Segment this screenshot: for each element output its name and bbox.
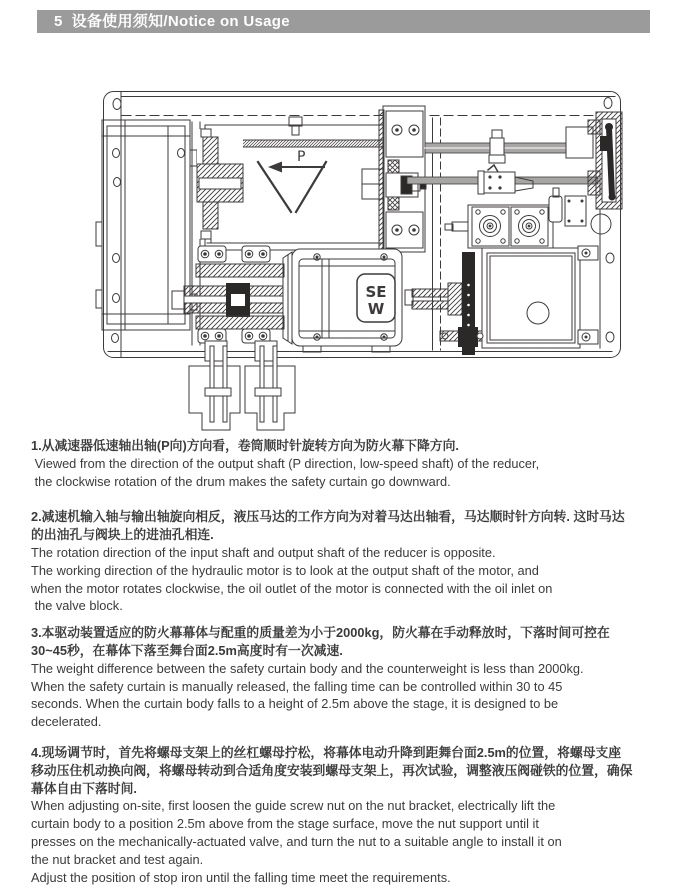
hydraulic-pumps	[445, 205, 553, 248]
notice-paragraph-4	[31, 744, 661, 886]
svg-text:W: W	[367, 300, 385, 318]
notice-4-en-line: the nut bracket and test again.	[31, 851, 204, 867]
release-lever	[596, 112, 622, 209]
notices-section	[31, 437, 661, 886]
notice-2-en-line: The working direction of the hydraulic motor is to look at the output shaft of the motor, and	[31, 562, 539, 578]
notice-2-zh-line: 2.减速机输入轴与输出轴旋向相反，液压马达的工作方向为对着马达出轴看，马达顺时针方向转. 这时马达	[31, 509, 625, 525]
notice-paragraph-3	[31, 624, 661, 731]
notice-3-en-line: seconds. When the curtain body falls to a height of 2.5m above the stage, it is designed to be	[31, 696, 559, 712]
sew-motor	[283, 249, 402, 352]
notice-paragraph-2	[31, 508, 661, 615]
notice-1-en-line: the clockwise rotation of the drum makes the safety curtain go downward.	[31, 473, 451, 489]
notice-3-en-line: When the safety curtain is manually released, the falling time can be controlled within 30 to 45	[31, 678, 563, 694]
drum-coupling-flange	[197, 129, 243, 239]
notice-paragraph-1	[31, 437, 661, 490]
notice-1-en-line: Viewed from the direction of the output shaft (P direction, low-speed shaft) of the reducer,	[31, 455, 540, 471]
notice-4-zh-line: 幕体自由下落时间.	[31, 780, 137, 796]
notice-1-zh-line: 1.从减速器低速轴出轴(P向)方向看，卷筒顺时针旋转方向为防火幕下降方向.	[31, 438, 459, 453]
hanging-brackets	[189, 341, 295, 430]
notice-4-en-line: Adjust the position of stop iron until the falling time meet the requirements.	[31, 869, 451, 885]
notice-3-en-line: The weight difference between the safety curtain body and the counterweight is less than 2000kg.	[31, 660, 584, 676]
notice-3-zh-line: 3.本驱动装置适应的防火幕幕体与配重的质量差为小于2000kg，防火幕在手动释放时，下落时间可控在	[31, 625, 610, 641]
oil-tank	[482, 248, 580, 348]
mount-bolt-plates	[578, 246, 598, 344]
notice-3-zh-line: 30~45秒，在幕体下落至舞台面2.5m高度时有一次减速.	[31, 642, 343, 658]
brake-coupling	[172, 246, 284, 343]
rotation-direction-mark	[258, 149, 326, 212]
p-direction-label: P	[297, 149, 306, 165]
notice-4-en-line: When adjusting on-site, first loosen the guide screw nut on the nut bracket, electrically lift the	[31, 798, 556, 814]
notice-4-en-line: presses on the mechanically-actuated valve, and turn the nut to a suitable angle to install it on	[31, 833, 562, 849]
notice-3-en-line: decelerated.	[31, 714, 102, 730]
notice-2-en-line: The rotation direction of the input shaft and output shaft of the reducer is opposite.	[31, 544, 496, 560]
notice-2-en-line: the valve block.	[31, 598, 123, 614]
section-title: 5 设备使用须知/Notice on Usage	[54, 13, 290, 30]
drive-shafts	[407, 120, 600, 195]
notice-4-zh-line: 4.现场调节时，首先将螺母支架上的丝杠螺母拧松，将幕体电动升降到距舞台面2.5m的位置，将螺母支座	[31, 744, 622, 760]
notice-4-zh-line: 移动压住机动换向阀，将螺母转动到合适角度安装到螺母支架上，再次试验，调整液压阀碰铁的位置，确保	[31, 762, 633, 778]
svg-text:SE: SE	[365, 283, 387, 301]
notice-2-en-line: when the motor rotates clockwise, the oil outlet of the motor is connected with the oil inlet on	[31, 580, 553, 596]
chain-drive	[405, 252, 483, 355]
notice-4-en-line: curtain body to a position 2.5m above from the stage surface, move the nut support until it	[31, 816, 539, 832]
notice-2-zh-line: 的出油孔与阀块上的进油孔相连.	[31, 527, 214, 543]
